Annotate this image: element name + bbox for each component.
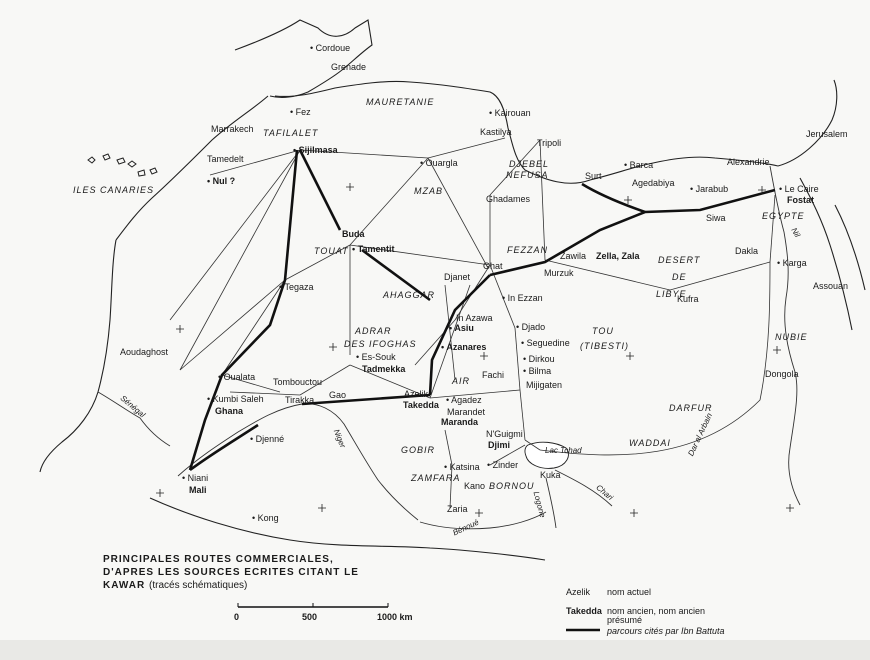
region-djebel: DJEBEL	[509, 159, 550, 169]
place-dongola: Dongola	[765, 369, 799, 379]
place-sijilmasa: • Sijilmasa	[293, 145, 338, 155]
place-niani: • Niani	[182, 473, 209, 483]
place-ghat: Ghat	[483, 261, 503, 271]
place-tamedelt: Tamedelt	[207, 154, 244, 164]
place-seguedine: • Seguedine	[521, 338, 570, 348]
place-grenade: Grenade	[331, 62, 367, 72]
place-bilma: • Bilma	[523, 366, 552, 376]
region-waddai: WADDAI	[629, 438, 671, 448]
place-surt: Surt	[585, 171, 602, 181]
place-tamentit: • Tamentit	[352, 244, 395, 254]
river-benoue: Bénoué	[451, 517, 481, 538]
place-zella-zala: Zella, Zala	[596, 251, 640, 261]
place-mali: Mali	[189, 485, 207, 495]
place-tadmekka: Tadmekka	[362, 364, 406, 374]
place-mijigaten: Mijigaten	[526, 380, 563, 390]
route-dar-al-arbain: Dar al Arbain	[686, 411, 715, 458]
map-title	[103, 553, 359, 592]
river-nil: Nil	[789, 226, 802, 239]
scale-bar	[238, 603, 388, 607]
west-africa-coast	[40, 240, 116, 472]
scale-label-500: 500	[302, 612, 318, 622]
place-kano: Kano	[464, 481, 486, 491]
niger-river	[178, 404, 418, 520]
place-tirakka: Tirakka	[285, 395, 315, 405]
place-buda: Buda	[342, 229, 365, 239]
region-iles-canaries: ILES CANARIES	[73, 185, 155, 195]
place-ghana: Ghana	[215, 406, 244, 416]
benoue-river	[420, 512, 546, 529]
place-djenne: • Djenné	[250, 434, 285, 444]
legend-ancient-desc-2: présumé	[607, 615, 643, 625]
river-logone: Logone	[531, 490, 548, 519]
place-djanet: Djanet	[444, 272, 471, 282]
place-ouargla: • Ouargla	[420, 158, 458, 168]
region-tibesti: (TIBESTI)	[580, 341, 629, 351]
place-cordoue: • Cordoue	[310, 43, 351, 53]
place-aoudaghost: Aoudaghost	[120, 347, 169, 357]
place-ghadames: Ghadames	[486, 194, 531, 204]
place-kumbi-saleh: • Kumbi Saleh	[207, 394, 264, 404]
place-nul: • Nul ?	[207, 176, 236, 186]
legend-route-desc: parcours cités par Ibn Battuta	[607, 626, 725, 636]
place-fachi: Fachi	[482, 370, 505, 380]
place-fez: • Fez	[290, 107, 311, 117]
place-agadez: • Agadez	[446, 395, 482, 405]
region-desert: DESERT	[658, 255, 701, 265]
scale-label-1000: 1000 km	[377, 612, 413, 622]
legend-current-example: Azelik	[566, 587, 591, 597]
place-nguigmi: N'Guigmi	[486, 429, 523, 439]
place-takedda: Takedda	[403, 400, 439, 410]
region-adrar: ADRAR	[355, 326, 392, 336]
place-zaria: Zaria	[447, 504, 468, 514]
place-karga: • Karga	[777, 258, 807, 268]
region-des-ifoghas: DES IFOGHAS	[344, 339, 417, 349]
legend-ancient-example: Takedda	[566, 606, 602, 616]
legend-current-desc: nom actuel	[607, 587, 652, 597]
region-nefusa: NEFUSA	[506, 170, 549, 180]
place-zawila: Zawila	[560, 251, 587, 261]
levant-coast	[778, 80, 837, 166]
region-zamfara: ZAMFARA	[411, 473, 461, 483]
place-kastilya: Kastilya	[480, 127, 512, 137]
place-djado: • Djado	[516, 322, 546, 332]
region-fezzan: FEZZAN	[507, 245, 548, 255]
place-tegaza: • Tegaza	[279, 282, 314, 292]
place-tombouctou: Tombouctou	[273, 377, 323, 387]
place-agedabiya: Agedabiya	[632, 178, 675, 188]
place-asiu: • Asiu	[449, 323, 474, 333]
place-azelik: Azelik	[404, 389, 429, 399]
place-alexandrie: Alexandrie	[727, 157, 770, 167]
place-jerusalem: Jerusalem	[806, 129, 848, 139]
battuta-route-8	[582, 184, 645, 212]
region-de: DE	[672, 272, 687, 282]
region-tou: TOU	[592, 326, 614, 336]
battuta-route-1	[300, 150, 340, 230]
region-air: AIR	[452, 376, 471, 386]
region-nubie: NUBIE	[775, 332, 808, 342]
place-zinder: • Zinder	[487, 460, 519, 470]
place-kong: • Kong	[252, 513, 279, 523]
place-le-caire: • Le Caire	[779, 184, 819, 194]
region-darfur: DARFUR	[669, 403, 713, 413]
region-ahaggar: AHAGGAR	[383, 290, 436, 300]
lake-chad-label: Lac Tchad	[545, 446, 582, 455]
place-fostat: Fostat	[787, 195, 814, 205]
region-egypte: EGYPTE	[762, 211, 805, 221]
region-touat: TOUAT	[314, 246, 349, 256]
place-in-azawa: In Azawa	[456, 313, 493, 323]
title-subtitle: (tracés schématiques)	[149, 580, 248, 591]
river-chari: Chari	[594, 482, 615, 503]
place-gao: Gao	[329, 390, 347, 400]
region-tafilalet: TAFILALET	[263, 128, 319, 138]
river-senegal: Sénégal	[118, 393, 147, 420]
north-africa-coast	[116, 96, 268, 240]
place-siwa: Siwa	[706, 213, 726, 223]
title-line-2: D'APRES LES SOURCES ECRITES CITANT LE	[103, 567, 359, 578]
logone-river	[546, 478, 556, 528]
title-line-3: KAWAR	[103, 580, 146, 591]
place-barca: • Barca	[624, 160, 654, 170]
river-niger: Niger	[331, 427, 348, 450]
place-katsina: • Katsina	[444, 462, 480, 472]
place-marrakech: Marrakech	[211, 124, 254, 134]
place-es-souk: • Es-Souk	[356, 352, 396, 362]
region-mauretanie: MAURETANIE	[366, 97, 435, 107]
place-in-ezzan: • In Ezzan	[502, 293, 543, 303]
battuta-route-2	[190, 150, 297, 470]
place-kufra: Kufra	[677, 294, 699, 304]
place-kairouan: • Kairouan	[489, 108, 531, 118]
place-dirkou: • Dirkou	[523, 354, 555, 364]
scale-label-0: 0	[234, 612, 240, 622]
place-maranda: Maranda	[441, 417, 479, 427]
legend-ancient-desc-1: nom ancien, nom ancien	[607, 606, 706, 616]
place-jarabub: • Jarabub	[690, 184, 729, 194]
place-azanares: • Azanares	[441, 342, 487, 352]
region-bornou: BORNOU	[489, 481, 535, 491]
place-tripoli: Tripoli	[537, 138, 562, 148]
gulf-coast	[150, 498, 545, 560]
battuta-route-7	[490, 190, 775, 275]
place-djimi: Djimi	[488, 440, 511, 450]
place-oualata: • Oualata	[218, 372, 256, 382]
region-gobir: GOBIR	[401, 445, 436, 455]
place-dakla: Dakla	[735, 246, 759, 256]
place-murzuk: Murzuk	[544, 268, 574, 278]
place-marandet: Marandet	[447, 407, 486, 417]
region-libye: LIBYE	[656, 289, 687, 299]
place-assouan: Assouan	[813, 281, 849, 291]
region-mzab: MZAB	[414, 186, 444, 196]
title-line-1: PRINCIPALES ROUTES COMMERCIALES,	[103, 554, 334, 565]
place-kuka: Kuka	[540, 470, 561, 480]
senegal-river	[98, 392, 170, 446]
